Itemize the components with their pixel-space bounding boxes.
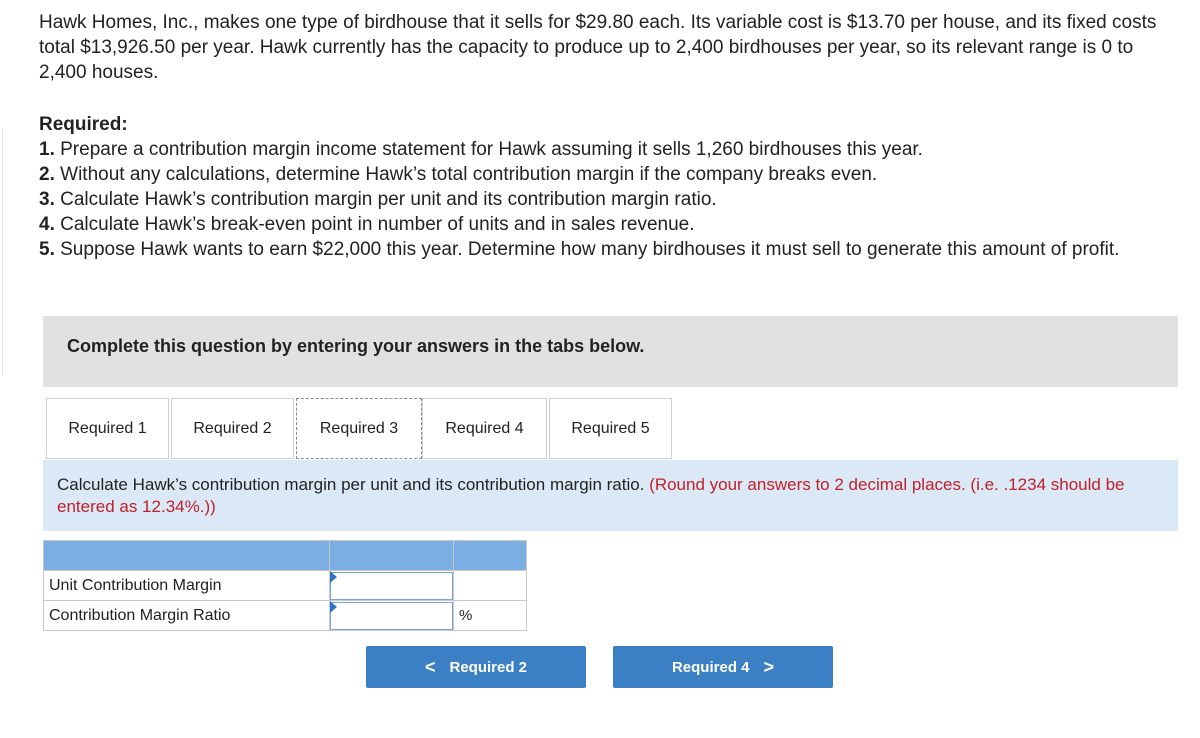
required-item-text: Prepare a contribution margin income statement for Hawk assuming it sells 1,260 birdhouses this year. xyxy=(54,139,923,160)
input-flag-icon xyxy=(330,601,337,613)
header-cell-unit xyxy=(454,541,527,571)
tab-required-2[interactable]: Required 2 xyxy=(171,398,294,459)
chevron-right-icon: > xyxy=(763,657,775,677)
chevron-left-icon: < xyxy=(424,657,436,677)
row-label: Contribution Margin Ratio xyxy=(44,601,330,631)
required-list xyxy=(39,112,1179,262)
tab-required-4[interactable]: Required 4 xyxy=(422,398,547,459)
next-required-4-button[interactable] xyxy=(613,646,833,688)
required-item-number: 5. xyxy=(39,239,55,260)
table-row-cm-ratio xyxy=(44,601,527,631)
question-instructions xyxy=(43,460,1178,531)
required-item-text: Calculate Hawk’s break-even point in number of units and in sales revenue. xyxy=(54,214,695,235)
tab-required-3[interactable]: Required 3 xyxy=(296,398,422,459)
tab-required-5[interactable]: Required 5 xyxy=(549,398,672,459)
required-item-text: Calculate Hawk’s contribution margin per unit and its contribution margin ratio. xyxy=(54,189,717,210)
required-item-text: Suppose Hawk wants to earn $22,000 this year. Determine how many birdhouses it must sell to generate this amount of profit. xyxy=(54,239,1120,260)
input-cell xyxy=(330,601,454,631)
row-label: Unit Contribution Margin xyxy=(44,571,330,601)
required-item-number: 3. xyxy=(39,189,55,210)
required-title: Required: xyxy=(39,114,128,135)
required-item-2 xyxy=(39,162,1179,187)
required-item-5 xyxy=(39,237,1179,262)
contribution-margin-ratio-input[interactable] xyxy=(330,602,453,630)
instruction-banner xyxy=(43,316,1178,387)
required-item-number: 1. xyxy=(39,139,55,160)
table-header-row xyxy=(44,541,527,571)
rounding-note: (Round your answers to 2 decimal places. (i.e. .1234 should be entered as 12.34%.)) xyxy=(57,475,1125,516)
problem-intro: Hawk Homes, Inc., makes one type of birdhouse that it sells for $29.80 each. Its variable cost is $13.70 per house, and its fixed costs total $13,926.50 per year. Hawk currently has the capacity to produce up to 2,400 birdhouses per year, so its relevant range is 0 to 2,400 houses. xyxy=(39,12,1157,83)
input-cell xyxy=(330,571,454,601)
next-button-label: Required 4 xyxy=(671,658,750,676)
required-item-4 xyxy=(39,212,1179,237)
required-item-number: 2. xyxy=(39,164,55,185)
answer-table xyxy=(43,540,527,631)
prev-required-2-button[interactable] xyxy=(366,646,586,688)
banner-text: Complete this question by entering your answers in the tabs below. xyxy=(67,336,645,356)
required-item-number: 4. xyxy=(39,214,55,235)
tab-required-1[interactable]: Required 1 xyxy=(46,398,169,459)
input-flag-icon xyxy=(330,571,337,583)
unit-contribution-margin-input[interactable] xyxy=(330,572,453,600)
header-cell-value xyxy=(330,541,454,571)
required-item-1 xyxy=(39,137,1179,162)
prev-button-label: Required 2 xyxy=(449,658,528,676)
instruction-text: Calculate Hawk’s contribution margin per unit and its contribution margin ratio. xyxy=(57,475,650,494)
table-row-unit-cm xyxy=(44,571,527,601)
unit-cell xyxy=(454,571,527,601)
required-item-text: Without any calculations, determine Hawk’s total contribution margin if the company breaks even. xyxy=(54,164,878,185)
header-cell-label xyxy=(44,541,330,571)
required-item-3 xyxy=(39,187,1179,212)
left-divider xyxy=(2,128,3,376)
percent-unit-cell: % xyxy=(454,601,527,631)
